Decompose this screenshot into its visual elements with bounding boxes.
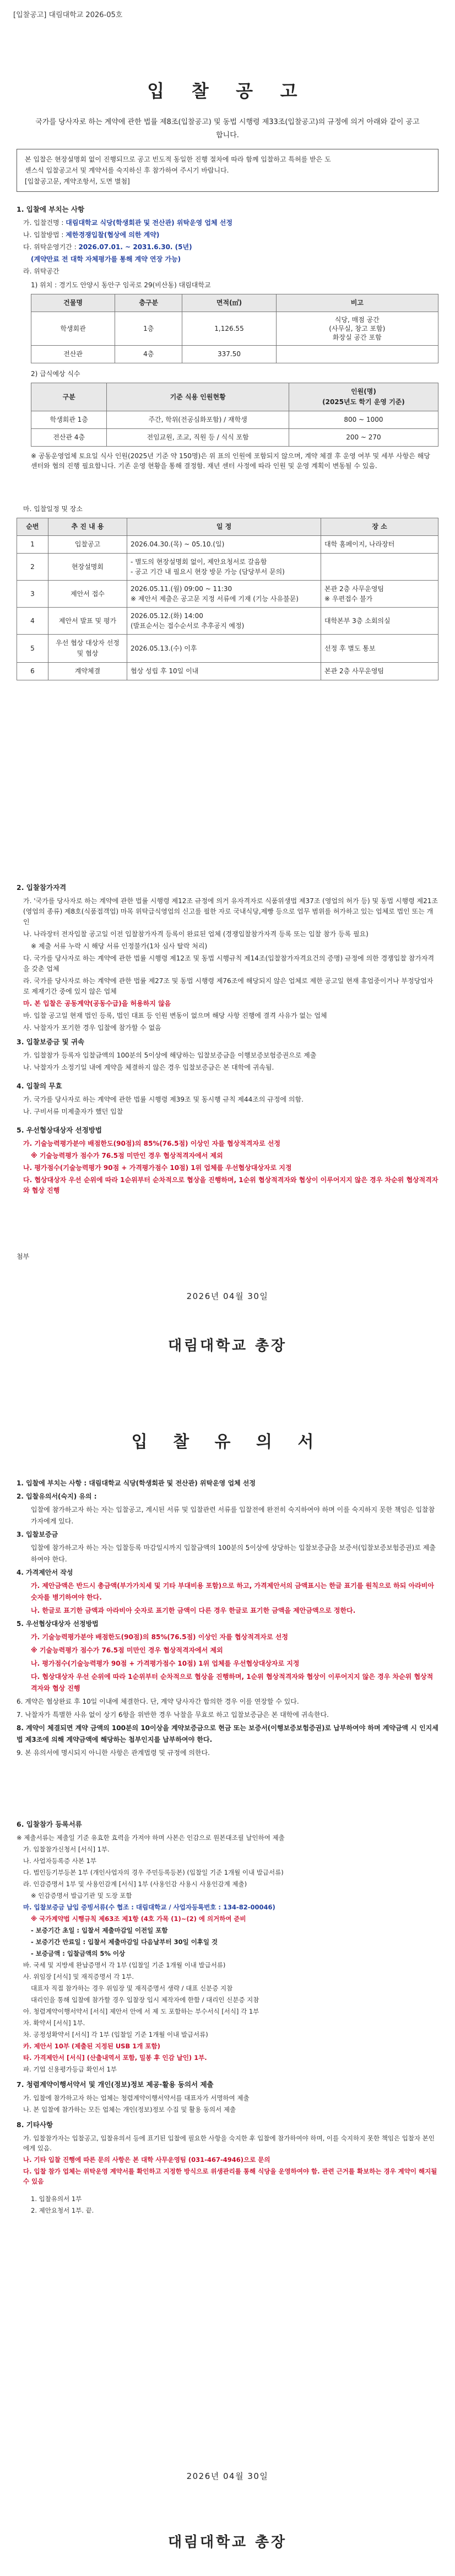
meal-table	[31, 383, 438, 447]
table-row	[17, 635, 438, 663]
item-line: 라. 위탁공간	[23, 267, 59, 275]
table-cell: 계약체결	[48, 663, 127, 680]
item-line: 마. 본 입찰은 공동계약(공동수급)을 허용하지 않음	[23, 1000, 171, 1007]
item-line: 나. 구비서류 미제출자가 했던 입찰	[23, 1108, 123, 1115]
schedule-table	[17, 518, 438, 680]
table-cell: 학생회관	[31, 312, 115, 346]
table-header: 순번	[17, 518, 48, 536]
item-line: ※ 기술능력평가 점수가 76.5점 미만인 경우 협상적격자에서 제외	[31, 1152, 223, 1160]
item-label: 다. 위탁운영기간 :	[23, 243, 77, 251]
table-header: 추 진 내 용	[48, 518, 127, 536]
item-label: 가. 입찰건명 :	[23, 219, 64, 227]
table-header: 층구분	[115, 294, 182, 312]
item-line	[17, 218, 438, 228]
item-line: 나. 사업자등록증 사본 1부	[23, 1857, 97, 1865]
table-row	[17, 581, 438, 608]
table-row	[17, 554, 438, 581]
item-line: 카. 제안서 10부 (제출된 지정된 USB 1개 포함)	[23, 2042, 160, 2050]
rule-line: 9. 본 유의서에 명시되지 아니한 사항은 관계법령 및 규정에 의한다.	[17, 1749, 210, 1757]
rule-line: 7. 낙찰자가 특별한 사유 없이 상기 6항을 위반한 경우 낙찰을 무효로 하고 입찰보증금은 본 대학에 귀속한다.	[17, 1711, 329, 1719]
table-header: 기준 식용 인원현황	[107, 383, 289, 411]
item-line: - 보증금액 : 입찰금액의 5% 이상	[31, 1950, 126, 1957]
item-line: 대표자 직접 참가하는 경우 위임장 및 재직증명서 생략 / 대표 신분증 지참	[31, 1984, 233, 1992]
rule-line: 6. 계약은 협상완료 후 10일 이내에 체결한다. 단, 계약 당사자간 합의한 경우 이를 연장할 수 있다.	[17, 1698, 299, 1705]
rule-line: 입찰에 참가하고자 하는 자는 입찰공고, 계시된 서류 및 입찰관련 서류를 입찰전에 완전히 숙지하여야 하며 이를 숙지하지 못한 책임은 입찰참가자에게 있다.	[31, 1506, 435, 1525]
section-3	[17, 1037, 438, 1075]
attach-label: 첨부	[17, 1253, 30, 1260]
table-header: 구분	[31, 383, 107, 411]
rule-line: 5. 우선협상대상자 선정방법	[17, 1620, 99, 1628]
rule-line: 8. 계약이 체결되면 계약 금액의 100분의 10이상을 계약보증금으로 현금 또는 보증서(이행보증보험증권)로 납부하여야 하며 계약금액 시 인지세법 제3조에 의해 계약금액에 해당하는 첩부인지를 납부하여야 한다.	[17, 1724, 438, 1743]
table-cell: 2	[17, 554, 48, 581]
rule-line: 2. 입찰유의서(숙지) 유의 :	[17, 1493, 97, 1500]
section-5	[17, 1125, 438, 1198]
table-cell: 주간, 학위(전공심화포함) / 재학생	[107, 411, 289, 429]
item-line: 가. 기술능력평가분야 배점한도(90점)의 85%(76.5점) 이상인 자를 협상적격자로 선정	[23, 1140, 280, 1147]
item-line	[17, 230, 438, 240]
table-header: 면적(㎡)	[182, 294, 276, 312]
rule-line: 가. 기술능력평가분야 배점한도(90점)의 85%(76.5점) 이상인 자를 협상적격자로 선정	[31, 1633, 288, 1641]
item-line: ※ 인감증명서 발급기관 및 도장 포함	[31, 1892, 132, 1899]
item-line: ※ 제출 서류 누락 시 해당 서류 인정불가(1차 심사 탈락 처리)	[31, 942, 208, 950]
table-cell: 입찰공고	[48, 536, 127, 554]
table-header: 일 정	[127, 518, 321, 536]
footnote: ※ 공동운영업체 토요일 식사 인원(2025년 기준 약 150명)은 위 표의 인원에 포함되지 않으며, 계약 체결 후 운영 여부 및 세부 사항은 해당 센터와 협의 진행 필요합니다. 기존 운영 현황을 통해 결정함. 재년 센터 사정에 따라 인원 및 운영 계획이 변동될 수 있음.	[31, 452, 430, 470]
item-line: 가. 입찰참가신청서 [서식] 1부.	[23, 1845, 110, 1853]
item-line: 타. 가격제안서 [서식] (산출내역서 포함, 밀봉 후 인감 날인) 1부.	[23, 2054, 207, 2062]
rules-body	[17, 1478, 438, 1761]
item-line: 사. 위임장 [서식] 및 재직증명서 각 1부.	[23, 1973, 134, 1981]
notice-line: 본 입찰은 현장설명회 없이 진행되므로 공고 빈도적 동일한 진행 절차에 따라 함께 입찰하고 특허를 받은 도	[25, 155, 331, 163]
section-heading: 4. 입찰의 무효	[17, 1082, 62, 1090]
rule-line: 1. 입찰에 부치는 사항 : 대림대학교 식당(학생회관 및 전산관) 위탁운영 업체 선정	[17, 1479, 256, 1487]
table-cell: 337.50	[182, 346, 276, 363]
table-row	[31, 411, 438, 429]
table-cell: 2026.05.12.(화) 14:00 (발표순서는 접수순서로 추후공지 예정)	[127, 608, 321, 635]
item-line: 바. 입찰 공고일 현재 법인 등록, 법인 대표 등 인원 변동이 없으며 해당 사항 진행에 결격 사유가 없는 업체	[23, 1012, 327, 1019]
rules-date: 2026년 04월 30일	[186, 2471, 269, 2481]
table-cell: 2026.05.13.(수) 이후	[127, 635, 321, 663]
notice-box	[17, 149, 438, 192]
item-line: 라. 국가를 당사자로 하는 계약에 관한 법률 제27조 및 동법 시행령 제76조에 해당되지 않은 업체로 제한 공고일 현재 휴업중이거나 부정당업자로 제재기간 중에 있지 않은 업체	[23, 977, 434, 995]
table-cell: 현장설명회	[48, 554, 127, 581]
table-cell: 본관 2층 사무운영팀 ※ 우편접수 불가	[321, 581, 438, 608]
rule-line: 4. 가격제안서 작성	[17, 1569, 73, 1576]
table-cell: 전산관 4층	[31, 429, 107, 447]
item-line	[17, 242, 438, 253]
table-header: 건물명	[31, 294, 115, 312]
table-header: 장 소	[321, 518, 438, 536]
table-cell: 협상 성립 후 10일 이내	[127, 663, 321, 680]
item-line: 다. 국가를 당사자로 하는 계약에 관한 법률 시행령 제12조 및 동법 시행규칙 제14조(입찰참가자격요건의 증명) 규정에 의한 경쟁입찰 참가자격을 갖춘 업체	[23, 954, 435, 973]
table-cell: 6	[17, 663, 48, 680]
table-cell: 제안서 발표 및 평가	[48, 608, 127, 635]
item-line: 가. '국가를 당사자로 하는 계약에 관한 법률 시행령 제12조 규정에 의거 유자격자로 식품위생법 제37조 (영업의 허가 등) 및 동법 시행령 제21조(영업의 종류) 제8호(식품접객업) 마목 위탁급식영업의 신고를 필한 자로 국내식당,제빵 등으로 업무 범위를 허가하고 있는 업체로 법인 또는 개인	[23, 897, 438, 926]
item-value: 대림대학교 식당(학생회관 및 전산관) 위탁운영 업체 선정	[66, 219, 232, 227]
section-heading: 8. 기타사항	[17, 2121, 53, 2129]
item-label: 나. 입찰방법 :	[23, 231, 64, 239]
document-tag: [입찰공고] 대림대학교 2026-05호	[13, 11, 123, 19]
item-line: 사. 낙찰자가 포기한 경우 입찰에 참가할 수 없음	[23, 1024, 161, 1032]
table-cell	[321, 554, 438, 581]
signer: 대림대학교 총장	[167, 1338, 288, 1354]
table-header: 인원(명) (2025년도 학기 운영 기준)	[289, 383, 438, 411]
table-row	[17, 536, 438, 554]
notice-line: 센스식 입찰공고서 및 계약서를 숙지하신 후 참가하여 주시기 바랍니다.	[25, 167, 229, 174]
table-cell: 200 ~ 270	[289, 429, 438, 447]
table-cell	[276, 346, 438, 363]
item-line: ※ 제출서류는 제출일 기준 유효한 효력을 가져야 하며 사본은 인감으로 원본대조필 날인하여 제출	[17, 1834, 285, 1842]
table-row	[31, 312, 438, 346]
section-heading: 3. 입찰보증금 및 귀속	[17, 1038, 85, 1046]
rules-signer: 대림대학교 총장	[167, 2534, 288, 2551]
meal-table-wrap	[17, 383, 438, 447]
item-line: 가. 국가를 당사자로 하는 계약에 관한 법률 시행령 제39조 및 동시행 규칙 제44조의 규정에 의함.	[23, 1096, 304, 1103]
table-cell: 대학 홈페이지, 나라장터	[321, 536, 438, 554]
item-line: 파. 기업 신용평가등급 확인서 1부	[23, 2065, 117, 2073]
section-heading: 7. 청렴계약이행서약서 및 개인(정보)정보 제공·활용 동의서 제출	[17, 2080, 214, 2089]
attach-item: 1. 입찰유의서 1부	[31, 2195, 82, 2203]
item-line: - 보증기간 초일 : 입찰서 제출마감일 이전일 포함	[31, 1926, 168, 1934]
item-line: 차. 공정성확약서 [서식] 각 1부 (입찰일 기준 1개월 이내 발급서류)	[23, 2031, 208, 2038]
item-line: 아. 청렴계약이행서약서 [서식] 제안서 안에 서 제 도 포함하는 부수서식 [서식] 각 1부	[23, 2008, 259, 2015]
location-note: 1) 위치 : 경기도 안양시 동안구 임곡로 29(비산동) 대림대학교	[31, 281, 211, 289]
schedule-title: 마. 입찰일정 및 장소	[23, 505, 83, 513]
section-1	[17, 204, 438, 680]
item-line: 나. 낙찰자가 소정기일 내에 계약을 체결하지 않은 경우 입찰보증금은 본 대학에 귀속됨.	[23, 1064, 274, 1071]
item-line: 다. 법인등기부등본 1부 (개인사업자의 경우 주민등록등본) (입찰일 기준 1개월 이내 발급서류)	[23, 1869, 284, 1876]
attachments-list	[17, 2194, 438, 2215]
menu-note: 2) 급식예상 식수	[31, 370, 80, 378]
rule-line: 나. 평가점수(기술능력평가 90점 + 가격평가점수 10점) 1위 업체를 우선협상대상자로 지정	[31, 1660, 300, 1667]
space-table-wrap	[17, 294, 438, 363]
item-line: 나. 평가점수(기술능력평가 90점 + 가격평가점수 10점) 1위 업체를 우선협상대상자로 지정	[23, 1164, 292, 1172]
rule-line: ※ 기술능력평가 점수가 76.5점 미만인 경우 협상적격자에서 제외	[31, 1646, 223, 1654]
section-heading: 5. 우선협상대상자 선정방법	[17, 1126, 102, 1134]
item-line: 다. 협상대상자 우선 순위에 따라 1순위부터 순차적으로 협상을 진행하며, 1순위 협상적격자와 협상이 이루어지지 않은 경우 차순위 협상적격자와 협상 진행	[23, 1176, 438, 1194]
item-line: 나. 본 입찰에 참가하는 모든 업체는 개인(정보)정보 수집 및 활용 동의서 제출	[23, 2106, 236, 2113]
item-line: 자. 확약서 [서식] 1부.	[23, 2019, 85, 2027]
table-cell: 우선 협상 대상자 선정 및 협상	[48, 635, 127, 663]
table-cell: 4층	[115, 346, 182, 363]
item-line: 대리인을 통해 입찰에 참가할 경우 입찰장 입시 제작자에 한함 / 대리인 신분증 지참	[31, 1996, 259, 2004]
table-cell: 대학본부 3층 소회의실	[321, 608, 438, 635]
table-cell: 3	[17, 581, 48, 608]
item-line: 나. 나라장터 전자입찰 공고일 이전 입찰참가자격 등록이 완료된 업체 (경쟁입찰참가자격 등록 또는 입찰 참가 등록 필요)	[23, 930, 369, 938]
page-title: 입 찰 공 고	[147, 80, 308, 101]
table-cell: - 별도의 현장설명회 없이, 제안요청서로 갈음함 - 공고 기간 내 필요시 현장 방문 가능 (담당부서 문의)	[127, 554, 321, 581]
rules-title: 입 찰 유 의 서	[131, 1432, 324, 1452]
section-4	[17, 1081, 438, 1119]
section-heading: 1. 입찰에 부치는 사항	[17, 205, 85, 213]
space-table	[31, 294, 438, 363]
table-cell: 선정 후 별도 통보	[321, 635, 438, 663]
section-2	[17, 882, 438, 1035]
table-cell: 2026.04.30.(목) ~ 05.10.(일)	[127, 536, 321, 554]
table-header: 비고	[276, 294, 438, 312]
item-line: ※ 국가계약법 시행규칙 제63조 제1항 (4호 가목 (1)~(2) 에 의거하여 준비	[31, 1915, 246, 1923]
table-cell: 식당, 매점 공간 (사무실, 창고 포함) 화장실 공간 포함	[276, 312, 438, 346]
table-cell: 전산관	[31, 346, 115, 363]
table-row	[17, 663, 438, 680]
table-cell: 2026.05.11.(월) 09:00 ~ 11:30 ※ 제안서 제출은 공고문 지정 서류에 기재 (기능 사유불문)	[127, 581, 321, 608]
table-row	[31, 429, 438, 447]
table-row	[31, 346, 438, 363]
item-line: 라. 인감증명서 1부 및 사용인감계 [서식] 1부 (사용인감 사용시 사용인감계 제출)	[23, 1880, 247, 1888]
table-cell: 5	[17, 635, 48, 663]
attachments	[17, 1252, 29, 1262]
table-cell: 제안서 접수	[48, 581, 127, 608]
table-cell: 800 ~ 1000	[289, 411, 438, 429]
rule-line: 3. 입찰보증금	[17, 1531, 58, 1538]
item-line: (계약만료 전 대학 자체평가를 통해 계약 연장 가능)	[31, 255, 181, 263]
section-heading: 6. 입찰참가 등록서류	[17, 1820, 82, 1828]
item-line: 마. 입찰보증금 납입 증빙서류(수 협조 : 대림대학교 / 사업자등록번호 : 134-82-00046)	[23, 1903, 275, 1911]
table-cell: 1,126.55	[182, 312, 276, 346]
rule-line: 나. 한글로 표기한 금액과 아라비아 숫자로 표기한 금액이 다른 경우 한글로 표기한 금액을 제안금액으로 정한다.	[31, 1607, 356, 1614]
sections-6-8	[17, 1820, 438, 2217]
table-cell: 본관 2층 사무운영팀	[321, 663, 438, 680]
item-value: 제한경쟁입찰(협상에 의한 계약)	[66, 231, 160, 239]
item-line: 가. 입찰에 참가하고자 하는 업체는 청렴계약이행서약서를 대표자가 서명하여 제출	[23, 2094, 250, 2102]
item-line: 다. 입찰 참가 업체는 위탁운영 계약서를 확인하고 지정한 방식으로 위생관리를 통해 식당을 운영하여야 함. 관련 근거를 확보하는 경우 계약이 해지될 수 있음	[23, 2167, 437, 2185]
item-line: 가. 입찰참가자는 입찰공고, 입찰유의서 등에 표기된 입찰에 필요한 사항을 숙지한 후 입찰에 참가하여야 하며, 이를 숙지하지 못한 책임은 입찰자 본인에게 있음.	[23, 2134, 435, 2152]
table-row	[17, 608, 438, 635]
table-cell: 1	[17, 536, 48, 554]
table-cell: 4	[17, 608, 48, 635]
item-value: 2026.07.01. ~ 2031.6.30. (5년)	[78, 243, 192, 251]
table-cell: 1층	[115, 312, 182, 346]
rule-line: 가. 제안금액은 반드시 총금액(부가가치세 및 기타 부대비용 포함)으로 하고, 가격제안서의 금액표시는 한글 표기를 원칙으로 하되 아라비아 숫자를 병기하여야 한다.	[31, 1582, 434, 1601]
item-line: 나. 기타 입찰 진행에 따른 문의 사항은 본 대학 사무운영팀 (031-467-4946)으로 문의	[23, 2156, 270, 2164]
rule-line: 다. 협상대상자 우선 순위에 따라 1순위부터 순차적으로 협상을 진행하며, 1순위 협상적격자와 협상이 이루어지지 않은 경우 차순위 협상적격자와 협상 진행	[31, 1673, 434, 1692]
item-line: 가. 입찰참가 등록자 입찰금액의 100분의 5이상에 해당하는 입찰보증금을 이행보증보험증권으로 제출	[23, 1051, 317, 1059]
section-heading: 2. 입찰참가자격	[17, 883, 67, 892]
item-line: 바. 국세 및 지방세 완납증명서 각 1부 (입찰일 기준 1개월 이내 발급서류)	[23, 1961, 226, 1969]
rule-line: 입찰에 참가하고자 하는 자는 입찰등록 마감일시까지 입찰금액의 100분의 5이상에 상당하는 입찰보증금을 보증서(입찰보증보험증권)로 제출하여야 한다.	[31, 1544, 436, 1563]
item-line: - 보증기간 만료일 : 입찰서 제출마감일 다음날부터 30일 이후일 것	[31, 1938, 218, 1946]
notice-date: 2026년 04월 30일	[186, 1291, 269, 1301]
notice-line: [입찰공고문, 계약조항서, 도면 별첨]	[25, 178, 130, 185]
schedule-table-wrap	[17, 518, 438, 680]
intro-text: 국가를 당사자로 하는 계약에 관한 법률 제8조(입찰공고) 및 동법 시행령 제33조(입찰공고)의 규정에 의거 아래와 같이 공고합니다.	[35, 118, 420, 139]
table-cell: 전임교원, 조교, 직원 등 / 식식 포함	[107, 429, 289, 447]
table-cell: 학생회관 1층	[31, 411, 107, 429]
attach-item: 2. 제안요청서 1부. 끝.	[31, 2207, 94, 2214]
